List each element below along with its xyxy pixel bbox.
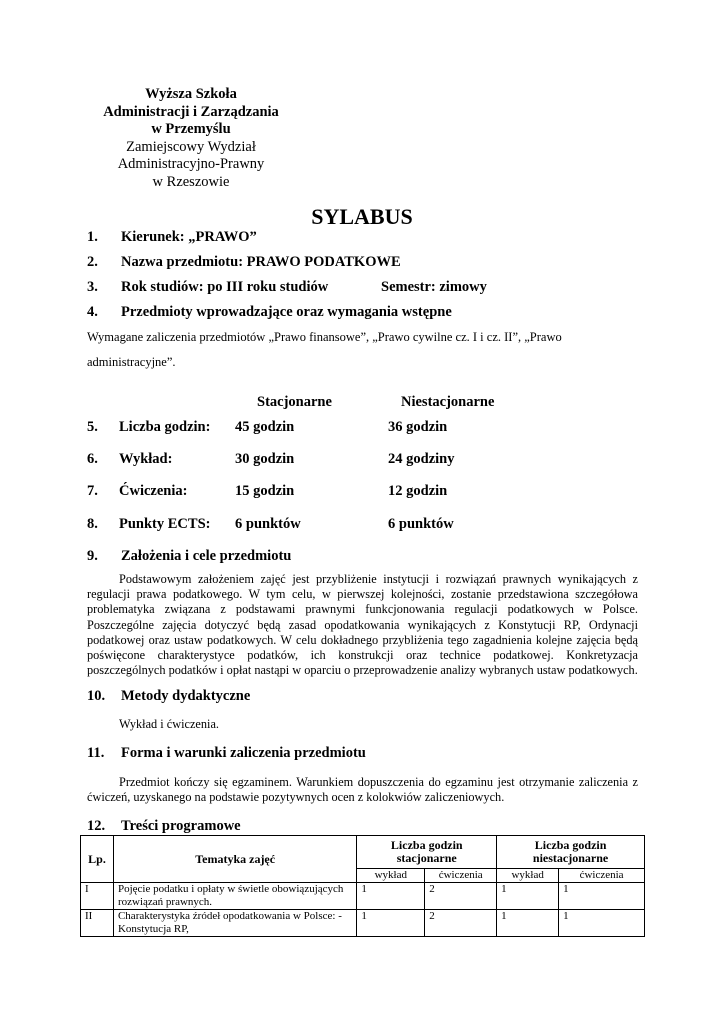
subheader-cwiczenia: ćwiczenia	[425, 869, 497, 883]
department-line: Administracyjno-Prawny	[117, 156, 265, 172]
table-row	[81, 883, 645, 910]
hours-value: 36 godzin	[388, 419, 448, 435]
school-name-line: Wyższa Szkoła	[145, 86, 237, 102]
hours-label: Wykład:	[119, 451, 173, 467]
section-number: 7.	[87, 483, 98, 499]
row-value: 2	[425, 883, 497, 910]
header-hours-niestacjonarne: Liczba godzin niestacjonarne	[497, 836, 645, 869]
section-heading: Treści programowe	[121, 818, 241, 834]
subheader-cwiczenia: ćwiczenia	[559, 869, 645, 883]
hours-value: 45 godzin	[235, 419, 295, 435]
methods-text: Wykład i ćwiczenia.	[119, 717, 219, 731]
study-year: Rok studiów: po III roku studiów	[121, 279, 329, 295]
row-topic: Pojęcie podatku i opłaty w świetle obowiązujących rozwiązań prawnych.	[113, 883, 356, 910]
school-name-line: Administracji i Zarządzania	[103, 103, 279, 120]
column-header-niestacjonarne: Niestacjonarne	[401, 394, 495, 410]
assessment-text	[87, 775, 638, 805]
section-number: 11.	[87, 745, 105, 761]
section-heading: Metody dydaktyczne	[121, 688, 251, 704]
column-header-stacjonarne: Stacjonarne	[257, 394, 332, 410]
section-number: 4.	[87, 304, 98, 320]
row-value: 1	[559, 910, 645, 937]
section-number: 9.	[87, 548, 98, 564]
subheader-wyklad: wykład	[357, 869, 425, 883]
department-line: Zamiejscowy Wydział	[126, 138, 256, 155]
row-lp: II	[81, 910, 114, 937]
objectives-text	[87, 572, 638, 678]
prerequisites-text: Wymagane zaliczenia przedmiotów „Prawo finansowe”, „Prawo cywilne cz. I i cz. II”, „Prawo	[87, 330, 562, 344]
section-heading: Forma i warunki zaliczenia przedmiotu	[121, 745, 366, 761]
hours-value: 6 punktów	[388, 516, 454, 532]
program-table	[80, 835, 645, 937]
hours-label: Liczba godzin:	[119, 419, 211, 435]
row-value: 1	[497, 883, 559, 910]
hours-label: Punkty ECTS:	[119, 516, 211, 532]
semester: Semestr: zimowy	[381, 279, 487, 295]
page-title: SYLABUS	[311, 204, 413, 229]
hours-value: 12 godzin	[388, 483, 448, 499]
header-topic: Tematyka zajęć	[113, 836, 356, 883]
school-name-line: w Przemyślu	[151, 121, 231, 137]
hours-label: Ćwiczenia:	[119, 483, 188, 499]
section-number: 12.	[87, 818, 106, 834]
hours-value: 30 godzin	[235, 451, 295, 467]
row-value: 1	[357, 910, 425, 937]
prerequisites-text: administracyjne”.	[87, 355, 176, 369]
hours-value: 6 punktów	[235, 516, 301, 532]
hours-value: 24 godziny	[388, 451, 455, 467]
subheader-wyklad: wykład	[497, 869, 559, 883]
section-number: 5.	[87, 419, 98, 435]
prerequisites-heading: Przedmioty wprowadzające oraz wymagania wstępne	[121, 304, 452, 320]
section-number: 1.	[87, 229, 98, 245]
paragraph: Podstawowym założeniem zajęć jest przybliżenie instytucji i rozwiązań prawnych wynikających z regulacji prawa podatkowego. W tym celu, w pierwszej kolejności, zostanie przedstawiona szczegółowa problematyka związana z podstawami prawnymi funkcjonowania regulacji podatkowych w Polsce. Poszczególne zajęcia dotyczyć będą zasad opodatkowania wynikających z Konstytucji RP, Ordynacji podatkowej oraz ustaw podatkowych. W celu dokładnego przybliżenia tego zagadnienia kolejne zajęcia będą poświęcone charakterystyce podatków, ich konstrukcji oraz technice podatkowej. Konkretyzacja poszczególnych podatków i opłat nastąpi w oparciu o przeprowadzenie analizy wybranych ustaw podatkowych.	[87, 572, 638, 678]
field-of-study: Kierunek: „PRAWO”	[121, 229, 257, 245]
section-heading: Założenia i cele przedmiotu	[121, 548, 292, 564]
row-topic: Charakterystyka źródeł opodatkowania w Polsce: - Konstytucja RP,	[113, 910, 356, 937]
table-row	[81, 910, 645, 937]
department-line: w Rzeszowie	[152, 173, 230, 190]
course-name: Nazwa przedmiotu: PRAWO PODATKOWE	[121, 254, 401, 270]
row-value: 1	[559, 883, 645, 910]
section-number: 10.	[87, 688, 106, 704]
header-lp: Lp.	[81, 836, 114, 883]
header-hours-stacjonarne: Liczba godzin stacjonarne	[357, 836, 497, 869]
row-value: 2	[425, 910, 497, 937]
section-number: 3.	[87, 279, 98, 295]
institution-header	[80, 86, 302, 191]
row-lp: I	[81, 883, 114, 910]
section-number: 2.	[87, 254, 98, 270]
section-number: 8.	[87, 516, 98, 532]
row-value: 1	[357, 883, 425, 910]
section-number: 6.	[87, 451, 98, 467]
row-value: 1	[497, 910, 559, 937]
paragraph: Przedmiot kończy się egzaminem. Warunkiem dopuszczenia do egzaminu jest otrzymanie zaliczenia z ćwiczeń, uzyskanego na podstawie pozytywnych ocen z kolokwiów zaliczeniowych.	[87, 775, 638, 805]
hours-value: 15 godzin	[235, 483, 295, 499]
